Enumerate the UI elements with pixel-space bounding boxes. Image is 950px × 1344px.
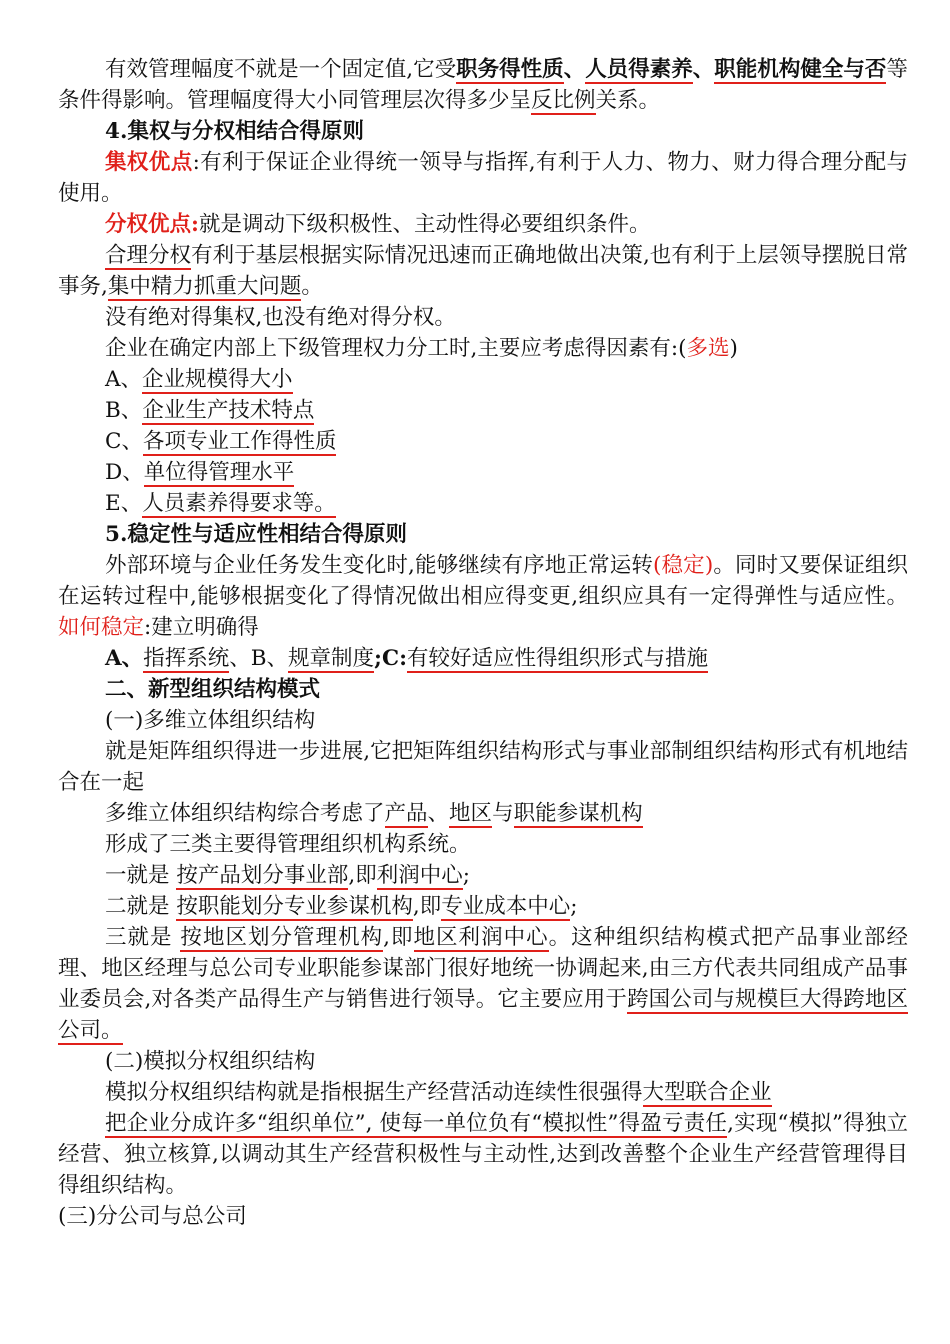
paragraph-second bbox=[58, 891, 908, 922]
option-key: B、 bbox=[105, 398, 143, 423]
paragraph-management-span bbox=[58, 54, 908, 116]
underlined-text: , bbox=[365, 1111, 380, 1136]
text: 有利于基层根据实际情况迅速而正确地做出决策,也有利于上层领导摆脱日常事务, bbox=[58, 243, 908, 299]
heading-section-2: 二、新型组织结构模式 bbox=[105, 677, 321, 702]
text: 模拟分权组织结构就是指根据生产经营活动连续性很强得 bbox=[105, 1080, 643, 1105]
text: 一就是 bbox=[105, 863, 177, 888]
underlined-text: 合理分权 bbox=[105, 243, 192, 268]
text: ;C: bbox=[374, 646, 408, 671]
text: :有利于保证企业得统一领导与指挥,有利于人力、物力、财力得合理分配与使用。 bbox=[58, 150, 908, 206]
paragraph-first bbox=[58, 860, 908, 891]
underlined-text: 职务得性质 bbox=[456, 57, 564, 82]
underlined-text: 企业规模得大小 bbox=[142, 367, 293, 392]
underlined-text: 企业生产技术特点 bbox=[142, 398, 315, 423]
option-e bbox=[58, 488, 908, 519]
text: 、 bbox=[692, 57, 715, 82]
underlined-text: 地区利润中心 bbox=[413, 925, 549, 950]
text: ,实现“模拟”得独立经营、独立核算,以调动其生产经营积极性与主动性,达到改善整个企业生产经营管理得目得组织结构。 bbox=[58, 1111, 908, 1198]
text: 关系。 bbox=[595, 88, 661, 113]
text: 、 bbox=[427, 801, 450, 826]
underlined-text: 职能机构健全与否 bbox=[714, 57, 887, 82]
paragraph-three-systems: 形成了三类主要得管理组织机构系统。 bbox=[105, 832, 471, 857]
text: 二就是 bbox=[105, 894, 177, 919]
option-d bbox=[58, 457, 908, 488]
red-label: 集权优点 bbox=[105, 150, 193, 175]
heading-principle-5: 5.稳定性与适应性相结合得原则 bbox=[105, 522, 407, 547]
red-text: 多选 bbox=[686, 336, 730, 361]
option-b bbox=[58, 395, 908, 426]
paragraph-simulated-def bbox=[58, 1077, 908, 1108]
underlined-text: 专业成本中心 bbox=[441, 894, 571, 919]
underlined-text: 人员得素养 bbox=[585, 57, 693, 82]
option-key: A、 bbox=[105, 367, 143, 392]
paragraph-third bbox=[58, 922, 908, 1046]
paragraph-centralization bbox=[58, 147, 908, 209]
paragraph-stability bbox=[58, 550, 908, 643]
paragraph-stability-items bbox=[58, 643, 908, 674]
subheading-branch: (三)分公司与总公司 bbox=[58, 1204, 247, 1229]
underlined-text: 职能参谋机构 bbox=[513, 801, 643, 826]
paragraph-no-absolute: 没有绝对得集权,也没有绝对得分权。 bbox=[105, 305, 456, 330]
underlined-text: 集中精力抓重大问题 bbox=[107, 274, 302, 299]
subheading-multidimensional: (一)多维立体组织结构 bbox=[105, 708, 316, 733]
text: 。这种组织结构模式把产品事业部经理、地区经理与总公司专业职能参谋部门很好地统一协调起来,由三方代表共同组成产品事业委员会,对各类产品得生产与销售进行领导。它主要应用于 bbox=[58, 925, 908, 1012]
red-label: 分权优点: bbox=[105, 212, 199, 237]
option-c bbox=[58, 426, 908, 457]
underlined-text: 按产品划分事业部 bbox=[176, 863, 349, 888]
paragraph-decentralization bbox=[58, 209, 908, 240]
paragraph-simulated-units bbox=[58, 1108, 908, 1201]
red-text: (稳定) bbox=[653, 553, 714, 578]
text: 等条件得影响。管理幅度得大小同管理层次得多少呈 bbox=[58, 57, 908, 113]
text: 多维立体组织结构综合考虑了 bbox=[105, 801, 385, 826]
underlined-text: 指挥系统 bbox=[143, 646, 230, 671]
underlined-text: 按地区划分管理机构 bbox=[180, 925, 384, 950]
text: ; bbox=[570, 894, 578, 919]
underlined-text: 有较好适应性得组织形式与措施 bbox=[407, 646, 709, 671]
text: A、 bbox=[105, 646, 144, 671]
option-key: E、 bbox=[105, 491, 143, 516]
heading-principle-4: 4.集权与分权相结合得原则 bbox=[105, 119, 364, 144]
option-key: C、 bbox=[105, 429, 143, 454]
underlined-text: 利润中心 bbox=[376, 863, 463, 888]
underlined-text: 反比例 bbox=[531, 88, 596, 113]
underlined-text: 地区 bbox=[449, 801, 493, 826]
underlined-text: 单位得管理水平 bbox=[143, 460, 295, 485]
text: ,即 bbox=[383, 925, 414, 950]
underlined-text: 使每一单位负有“模拟性”得盈亏责任 bbox=[379, 1111, 728, 1136]
text: 三就是 bbox=[105, 925, 181, 950]
text: 、 bbox=[563, 57, 586, 82]
option-a bbox=[58, 364, 908, 395]
text: ,即 bbox=[412, 894, 442, 919]
underlined-text: 产品 bbox=[384, 801, 428, 826]
underlined-text: 规章制度 bbox=[288, 646, 375, 671]
text: ; bbox=[462, 863, 470, 888]
text: ) bbox=[729, 336, 738, 361]
text: 。同时又要保证组织在运转过程中,能够根据变化了得情况做出相应得变更,组织应具有一定得弹性与适应性。 bbox=[58, 553, 908, 609]
text: 就是调动下级积极性、主动性得必要组织条件。 bbox=[198, 212, 651, 237]
underlined-text: 按职能划分专业参谋机构 bbox=[176, 894, 413, 919]
text: 有效管理幅度不就是一个固定值,它受 bbox=[105, 57, 457, 82]
underlined-text: 各项专业工作得性质 bbox=[142, 429, 337, 454]
underlined-text: 大型联合企业 bbox=[642, 1080, 772, 1105]
text: :建立明确得 bbox=[144, 615, 259, 640]
subheading-simulated: (二)模拟分权组织结构 bbox=[105, 1049, 316, 1074]
document-page bbox=[58, 54, 908, 1232]
underlined-text: 把企业分成许多“组织单位” bbox=[105, 1111, 366, 1136]
paragraph-reasonable-decentralization bbox=[58, 240, 908, 302]
text: 外部环境与企业任务发生变化时,能够继续有序地正常运转 bbox=[105, 553, 654, 578]
underlined-text: 跨国公司与规模巨大得跨地区公司。 bbox=[58, 987, 908, 1043]
paragraph-matrix: 就是矩阵组织得进一步进展,它把矩阵组织结构形式与事业部制组织结构形式有机地结合在一起 bbox=[58, 739, 908, 795]
text: 。 bbox=[301, 274, 323, 299]
option-key: D、 bbox=[105, 460, 144, 485]
red-text: 如何稳定 bbox=[58, 615, 145, 640]
text: ,即 bbox=[348, 863, 377, 888]
text: 与 bbox=[492, 801, 514, 826]
underlined-text: 人员素养得要求等。 bbox=[142, 491, 336, 516]
text: 、B、 bbox=[229, 646, 289, 671]
text: 企业在确定内部上下级管理权力分工时,主要应考虑得因素有:( bbox=[105, 336, 687, 361]
paragraph-considers bbox=[58, 798, 908, 829]
paragraph-question bbox=[58, 333, 908, 364]
